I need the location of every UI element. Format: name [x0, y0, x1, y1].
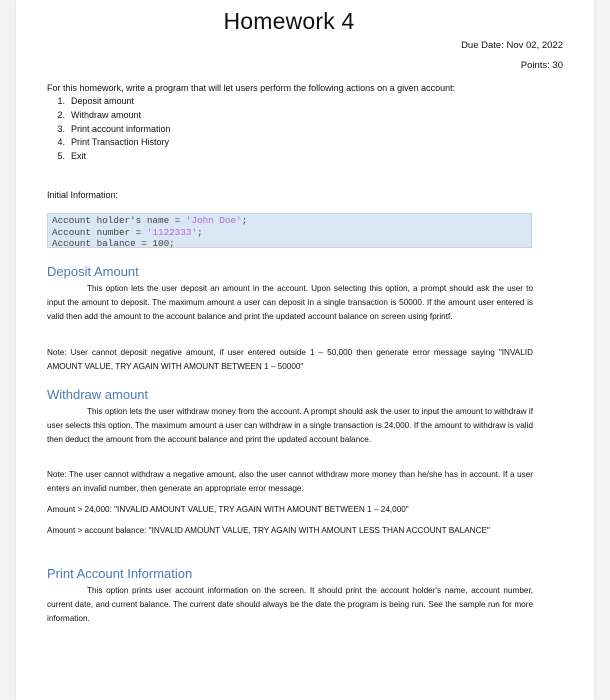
deposit-description: This option lets the user deposit an amount in the account. Upon selecting this option, a prompt should ask the user to input the amount to deposit. The maximum amount a user can deposit in a single transaction is 50000. If the amount user entered is valid then add the amount to the account balance and print the updated account balance on screen using fprintf. [47, 284, 533, 321]
section-heading-deposit: Deposit Amount [47, 264, 139, 279]
withdraw-rule-balance: Amount > account balance: "INVALID AMOUNT VALUE, TRY AGAIN WITH AMOUNT LESS THAN ACCOUNT BALANCE" [47, 526, 490, 535]
section-heading-print-info: Print Account Information [47, 566, 193, 581]
code-line: Account number = '1122333'; [52, 226, 203, 238]
print-info-description: This option prints user account information on the screen. It should print the account holder's name, account number, current date, and current balance. The current date should always be the date the program is being run. See the sample run for more information. [47, 586, 533, 623]
due-date: Due Date: Nov 02, 2022 [461, 40, 563, 51]
withdraw-note: Note: The user cannot withdraw a negative amount, also the user cannot withdraw more money than he/she has in account. If a user enters an invalid number, then generate an appropriate error message. [47, 470, 533, 493]
code-line: Account balance = 100; [52, 238, 175, 249]
list-item: 3. Print account information [57, 123, 171, 134]
code-block [47, 213, 532, 248]
list-item: 4. Print Transaction History [57, 137, 170, 148]
code-line: Account holder's name = 'John Doe'; [52, 215, 248, 226]
withdraw-description: This option lets the user withdraw money from the account. A prompt should ask the user to input the amount to withdraw if user selects this option. The maximum amount a user can withdraw in a single transaction is 24,000. If the amount to withdraw is valid then deduct the amount from the account balance and print the updated account balance. [47, 407, 533, 444]
list-item: 5. Exit [57, 151, 87, 162]
intro-text: For this homework, write a program that will let users perform the following actions on a given account: [47, 83, 456, 93]
withdraw-rule-max: Amount > 24,000: "INVALID AMOUNT VALUE, TRY AGAIN WITH AMOUNT BETWEEN 1 – 24,000" [47, 505, 409, 514]
initial-info-label: Initial Information: [47, 190, 119, 200]
deposit-note: Note: User cannot deposit negative amount, if user entered outside 1 – 50,000 then generate error message saying "INVALID AMOUNT VALUE, TRY AGAIN WITH AMOUNT BETWEEN 1 – 50000" [47, 348, 533, 371]
actions-list [47, 95, 171, 164]
section-heading-withdraw: Withdraw amount [47, 387, 149, 402]
page-title: Homework 4 [223, 8, 355, 34]
list-item: 2. Withdraw amount [57, 109, 142, 120]
list-item: 1. Deposit amount [57, 96, 135, 106]
points: Points: 30 [520, 60, 563, 71]
